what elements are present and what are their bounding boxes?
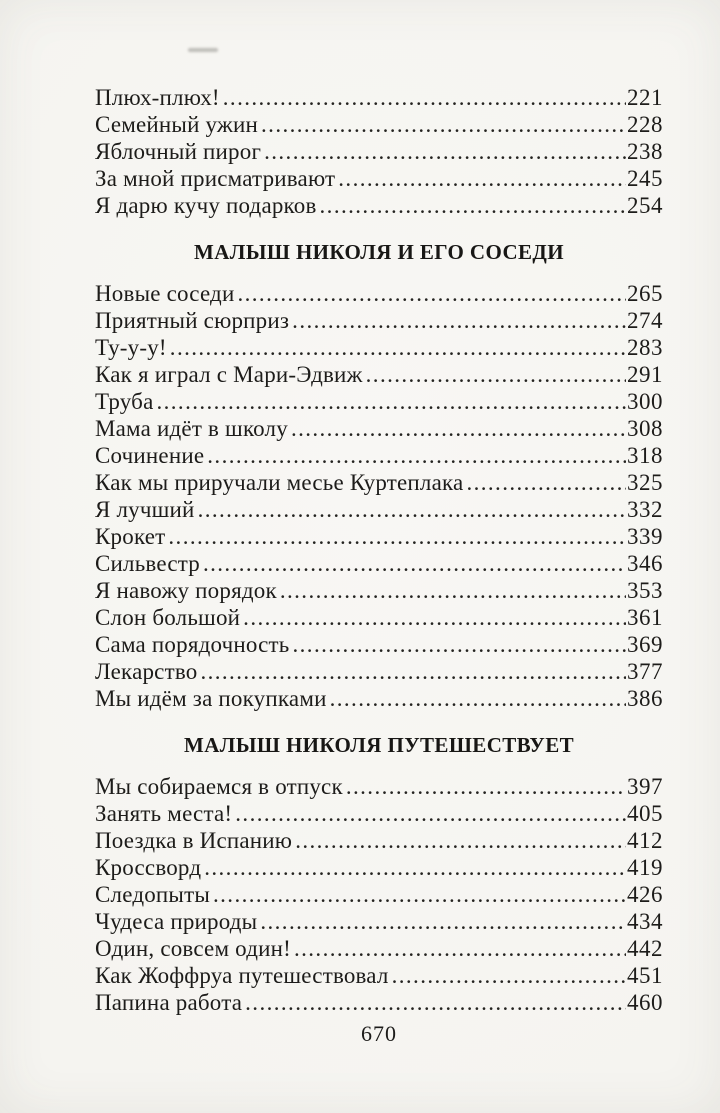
toc-entry-page: 274 (627, 308, 663, 333)
toc-entry-page: 291 (627, 362, 663, 387)
toc-entry-title: Как Жоффруа путешествовал (95, 963, 389, 988)
dot-leader (223, 84, 626, 111)
dot-leader (280, 577, 626, 604)
toc-entry-title: Следопыты (95, 882, 210, 907)
toc-entry-page: 308 (627, 416, 663, 441)
toc-entry (95, 827, 663, 854)
toc-entry (95, 84, 663, 111)
toc-entry (95, 685, 663, 712)
toc-entry-title: Один, совсем один! (95, 936, 291, 961)
dot-leader (156, 388, 626, 415)
toc-entry-title: Поездка в Испанию (95, 828, 293, 853)
toc-entry (95, 550, 663, 577)
toc-entry-page: 460 (627, 990, 663, 1015)
section-heading: МАЛЫШ НИКОЛЯ И ЕГО СОСЕДИ (193, 240, 564, 264)
dot-leader (168, 523, 626, 550)
toc-entry (95, 800, 663, 827)
toc-entry-title: Кроссворд (95, 855, 202, 880)
toc-entry-title: Семейный ужин (95, 112, 259, 137)
toc-entry-page: 254 (627, 193, 663, 218)
toc-entry-page: 377 (627, 659, 663, 684)
toc-entry-title: Чудеса природы (95, 909, 258, 934)
dot-leader (338, 165, 626, 192)
dot-leader (203, 550, 626, 577)
toc-entry-title: Как мы приручали месье Куртеплака (95, 470, 464, 495)
toc-entry-page: 332 (627, 497, 663, 522)
toc-entry-page: 238 (627, 139, 663, 164)
toc-entry-page: 412 (627, 828, 663, 853)
toc-entry-page: 442 (627, 936, 663, 961)
toc-entry-page: 283 (627, 335, 663, 360)
toc-entry-title: Занять места! (95, 801, 233, 826)
toc-entry (95, 496, 663, 523)
toc-entry (95, 989, 663, 1016)
toc-entry-title: Труба (95, 389, 154, 414)
dot-leader (466, 469, 626, 496)
dot-leader (294, 935, 626, 962)
toc-entry (95, 577, 663, 604)
toc-entry (95, 388, 663, 415)
page-number: 670 (361, 1021, 397, 1046)
dot-leader (330, 685, 626, 712)
toc-entry-page: 426 (627, 882, 663, 907)
toc-entry (95, 908, 663, 935)
toc-entry-title: Новые соседи (95, 281, 235, 306)
toc-entry-title: Мама идёт в школу (95, 416, 288, 441)
toc-entry-page: 245 (627, 166, 663, 191)
toc-entry-title: Сама порядочность (95, 632, 290, 657)
toc-entry (95, 469, 663, 496)
toc-entry-page: 325 (627, 470, 663, 495)
toc-entry-page: 221 (627, 85, 663, 110)
section-heading: МАЛЫШ НИКОЛЯ ПУТЕШЕСТВУЕТ (183, 733, 575, 757)
toc-entry-page: 405 (627, 801, 663, 826)
dot-leader (204, 854, 626, 881)
toc-entry (95, 631, 663, 658)
toc-entry (95, 442, 663, 469)
toc-entry (95, 604, 663, 631)
dot-leader (293, 631, 627, 658)
dot-leader (261, 111, 626, 138)
dot-leader (366, 361, 626, 388)
toc-entry-page: 353 (627, 578, 663, 603)
dot-leader (320, 192, 626, 219)
dot-leader (207, 442, 626, 469)
toc-entry-page: 386 (627, 686, 663, 711)
toc-entry-page: 265 (627, 281, 663, 306)
toc-entry (95, 854, 663, 881)
toc-entry-title: Плюх-плюх! (95, 85, 220, 110)
toc-entry-page: 339 (627, 524, 663, 549)
dot-leader (346, 773, 626, 800)
table-of-contents (95, 84, 663, 1016)
dot-leader (213, 881, 626, 908)
toc-entry-title: Приятный сюрприз (95, 308, 290, 333)
dot-leader (264, 138, 626, 165)
dot-leader (245, 989, 626, 1016)
toc-entry-page: 419 (627, 855, 663, 880)
toc-entry-title: Мы идём за покупками (95, 686, 327, 711)
toc-entry-title: Сильвестр (95, 551, 200, 576)
toc-entry-page: 361 (627, 605, 663, 630)
toc-entry-title: Я навожу порядок (95, 578, 277, 603)
toc-entry (95, 192, 663, 219)
toc-entry-title: Яблочный пирог (95, 139, 262, 164)
toc-entry (95, 361, 663, 388)
dot-leader (235, 800, 626, 827)
toc-entry-page: 346 (627, 551, 663, 576)
dot-leader (291, 415, 626, 442)
toc-entry (95, 415, 663, 442)
dot-leader (392, 962, 626, 989)
toc-entry-page: 318 (627, 443, 663, 468)
toc-entry-title: За мной присматривают (95, 166, 336, 191)
toc-entry-title: Как я играл с Мари-Эдвиж (95, 362, 363, 387)
toc-entry-page: 300 (627, 389, 663, 414)
dot-leader (292, 307, 626, 334)
dot-leader (200, 658, 626, 685)
toc-entry-page: 369 (627, 632, 663, 657)
toc-entry-title: Слон большой (95, 605, 241, 630)
toc-entry (95, 962, 663, 989)
toc-entry-title: Мы собираемся в отпуск (95, 774, 343, 799)
toc-entry-title: Ту-у-у! (95, 335, 167, 360)
dot-leader (295, 827, 626, 854)
toc-entry (95, 138, 663, 165)
dot-leader (237, 280, 626, 307)
toc-entry (95, 523, 663, 550)
toc-entry-page: 228 (627, 112, 663, 137)
toc-entry (95, 881, 663, 908)
toc-entry-page: 451 (627, 963, 663, 988)
toc-entry (95, 280, 663, 307)
toc-entry-title: Я лучший (95, 497, 195, 522)
scan-artifact (188, 48, 218, 52)
toc-entry (95, 334, 663, 361)
dot-leader (170, 334, 626, 361)
dot-leader (198, 496, 626, 523)
toc-entry (95, 111, 663, 138)
toc-entry (95, 773, 663, 800)
toc-entry (95, 307, 663, 334)
toc-entry-page: 397 (627, 774, 663, 799)
toc-entry-title: Сочинение (95, 443, 205, 468)
toc-entry (95, 658, 663, 685)
dot-leader (243, 604, 626, 631)
toc-entry (95, 935, 663, 962)
toc-entry-title: Крокет (95, 524, 166, 549)
toc-entry-page: 434 (627, 909, 663, 934)
toc-entry-title: Я дарю кучу подарков (95, 193, 317, 218)
toc-entry-title: Папина работа (95, 990, 243, 1015)
toc-entry (95, 165, 663, 192)
toc-entry-title: Лекарство (95, 659, 198, 684)
dot-leader (260, 908, 626, 935)
